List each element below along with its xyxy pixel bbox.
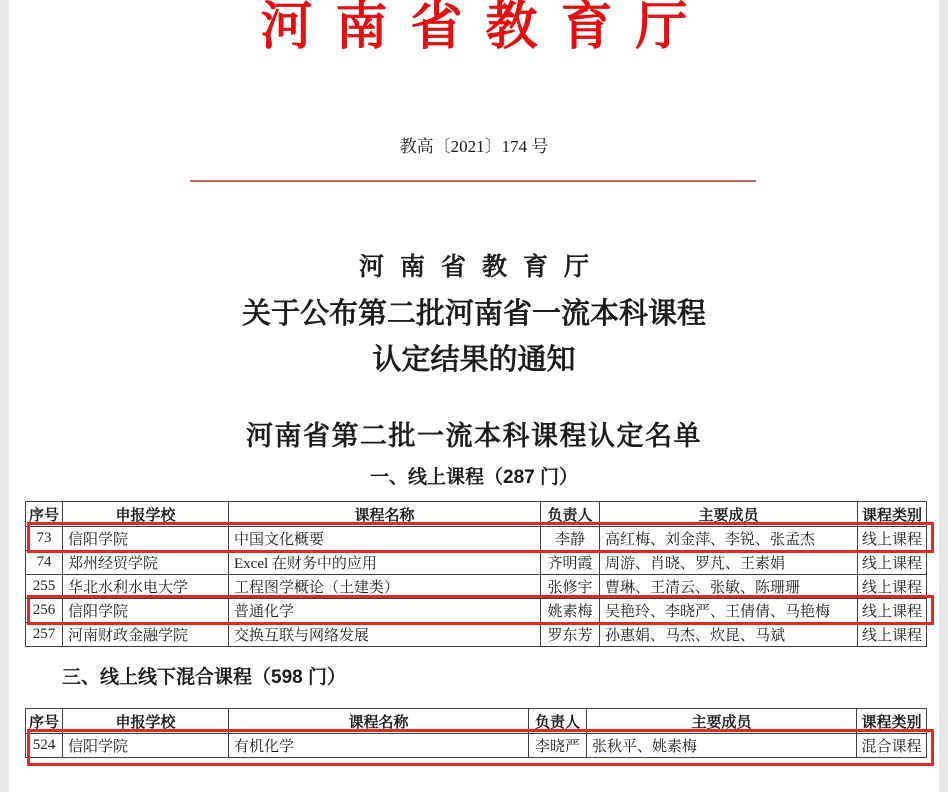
table-row-524 xyxy=(26,734,927,758)
col-header-leader: 负责人 xyxy=(529,709,587,734)
col-header-members: 主要成员 xyxy=(600,502,858,527)
online-courses-table xyxy=(25,501,927,647)
cell-course: 有机化学 xyxy=(229,734,529,758)
table-row-73 xyxy=(26,527,927,551)
cell-school: 信阳学院 xyxy=(63,527,229,551)
table-row-257 xyxy=(26,623,927,647)
col-header-school: 申报学校 xyxy=(63,709,229,734)
col-header-school: 申报学校 xyxy=(63,502,229,527)
cell-course: 中国文化概要 xyxy=(229,527,541,551)
cell-seq: 524 xyxy=(26,734,63,758)
table-row-255 xyxy=(26,575,927,599)
cell-leader: 张修宇 xyxy=(541,575,600,599)
col-header-type: 课程类别 xyxy=(858,502,927,527)
cell-course: 普通化学 xyxy=(229,599,541,623)
page-edge-left xyxy=(0,0,9,792)
notice-issuer-title: 河南省教育厅 xyxy=(358,254,605,281)
cell-type: 线上课程 xyxy=(858,623,927,647)
cell-course: 工程图学概论（土建类） xyxy=(229,575,541,599)
cell-type: 线上课程 xyxy=(858,575,927,599)
notice-title-line1: 关于公布第二批河南省一流本科课程 xyxy=(241,298,706,330)
cell-school: 河南财政金融学院 xyxy=(63,623,229,647)
col-header-course: 课程名称 xyxy=(229,502,541,527)
cell-school: 华北水利水电大学 xyxy=(63,575,229,599)
table-row-256 xyxy=(26,599,927,623)
blended-courses-table xyxy=(25,708,927,758)
table-header-row xyxy=(26,709,927,734)
cell-school: 郑州经贸学院 xyxy=(63,551,229,575)
cell-school: 信阳学院 xyxy=(63,734,229,758)
cell-course: 交换互联与网络发展 xyxy=(229,623,541,647)
cell-type: 混合课程 xyxy=(857,734,927,758)
cell-school: 信阳学院 xyxy=(63,599,229,623)
cell-leader: 姚素梅 xyxy=(541,599,600,623)
col-header-course: 课程名称 xyxy=(229,709,529,734)
cell-members: 高红梅、刘金萍、李锐、张孟杰 xyxy=(600,527,858,551)
list-title: 河南省第二批一流本科课程认定名单 xyxy=(246,421,702,451)
cell-seq: 73 xyxy=(26,527,63,551)
section-heading-blended-courses: 三、线上线下混合课程（598 门） xyxy=(62,667,346,688)
letterhead-title: 河南省教育厅 xyxy=(260,0,711,56)
cell-leader: 李晓严 xyxy=(529,734,587,758)
page-edge-right xyxy=(939,0,948,792)
cell-leader: 罗东芳 xyxy=(541,623,600,647)
col-header-leader: 负责人 xyxy=(541,502,600,527)
table-row-74 xyxy=(26,551,927,575)
cell-seq: 74 xyxy=(26,551,63,575)
cell-members: 吴艳玲、李晓严、王倩倩、马艳梅 xyxy=(600,599,858,623)
cell-type: 线上课程 xyxy=(858,527,927,551)
cell-leader: 齐明霞 xyxy=(541,551,600,575)
cell-members: 孙惠娟、马杰、炊昆、马斌 xyxy=(600,623,858,647)
cell-course: Excel 在财务中的应用 xyxy=(229,551,541,575)
section-heading-online-courses: 一、线上课程（287 门） xyxy=(370,467,578,488)
cell-members: 周游、肖晓、罗芃、王素娟 xyxy=(600,551,858,575)
cell-members: 曹琳、王清云、张敏、陈珊珊 xyxy=(600,575,858,599)
cell-type: 线上课程 xyxy=(858,551,927,575)
notice-title-line2: 认定结果的通知 xyxy=(372,344,576,376)
col-header-members: 主要成员 xyxy=(587,709,857,734)
col-header-seq: 序号 xyxy=(26,502,63,527)
cell-seq: 256 xyxy=(26,599,63,623)
cell-type: 线上课程 xyxy=(858,599,927,623)
cell-seq: 255 xyxy=(26,575,63,599)
document-number: 教高〔2021〕174 号 xyxy=(399,137,549,156)
col-header-type: 课程类别 xyxy=(857,709,927,734)
cell-leader: 李静 xyxy=(541,527,600,551)
cell-members: 张秋平、姚素梅 xyxy=(587,734,857,758)
table-header-row xyxy=(26,502,927,527)
cell-seq: 257 xyxy=(26,623,63,647)
letterhead-divider-rule xyxy=(190,180,756,182)
col-header-seq: 序号 xyxy=(26,709,63,734)
